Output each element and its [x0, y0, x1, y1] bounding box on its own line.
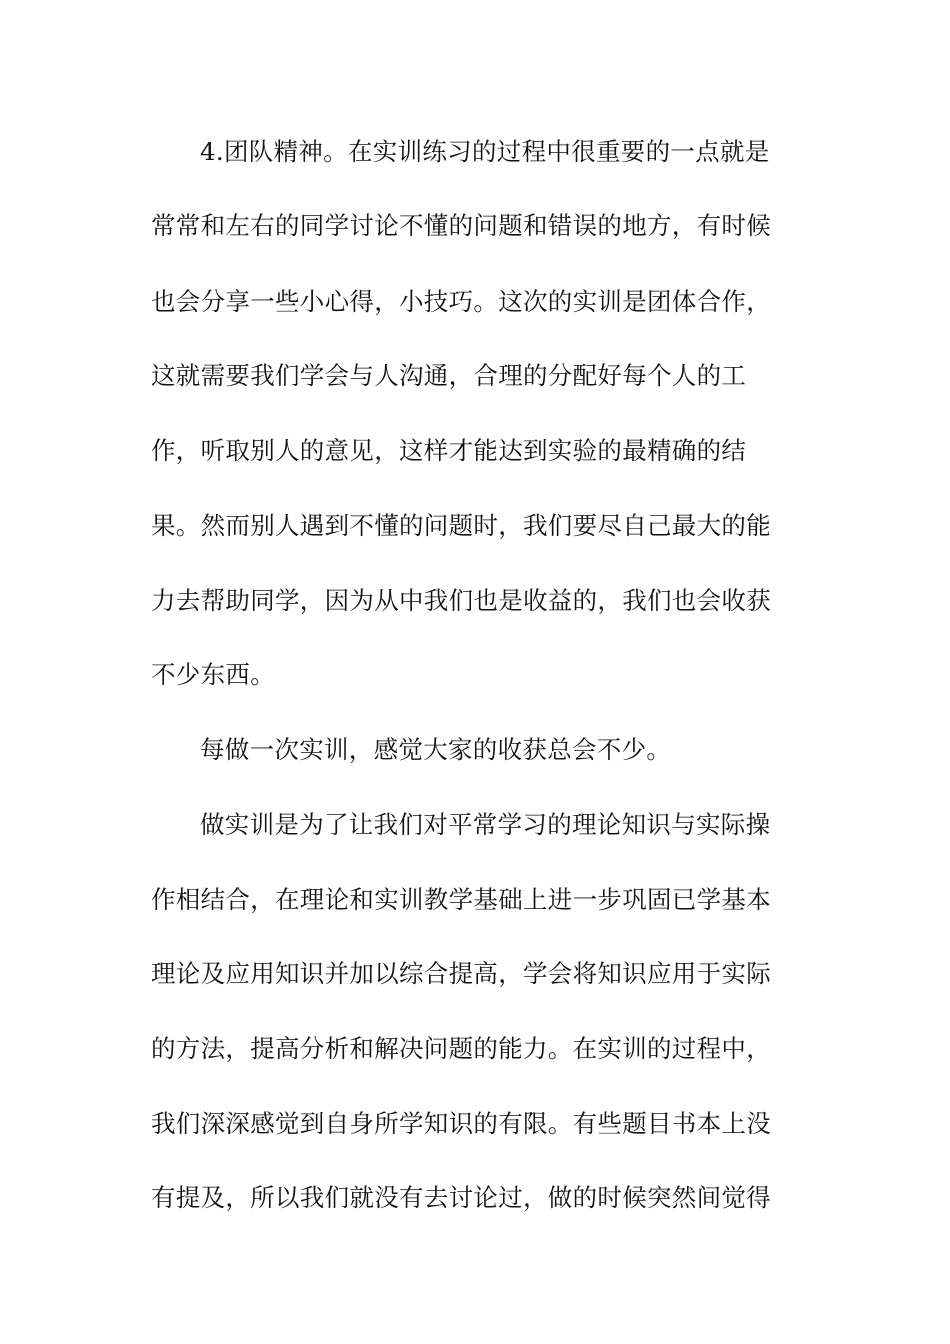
text-line: 常常和左右的同学讨论不懂的问题和错误的地方，有时候 [151, 211, 771, 240]
text-line: 果。然而别人遇到不懂的问题时，我们要尽自己最大的能 [151, 511, 771, 540]
text-line: 的方法，提高分析和解决问题的能力。在实训的过程中， [151, 1034, 771, 1063]
text-line: 我们深深感觉到自身所学知识的有限。有些题目书本上没 [151, 1109, 771, 1138]
text-line: 作相结合，在理论和实训教学基础上进一步巩固已学基本 [151, 885, 771, 914]
text-line: 不少东西。 [151, 660, 275, 689]
text-line: 作，听取别人的意见，这样才能达到实验的最精确的结 [151, 436, 747, 465]
text-line: 做实训是为了让我们对平常学习的理论知识与实际操 [200, 810, 771, 839]
text-line: 力去帮助同学，因为从中我们也是收益的，我们也会收获 [151, 586, 771, 615]
text-line: 4.团队精神。在实训练习的过程中很重要的一点就是 [200, 137, 770, 166]
text-line: 每做一次实训，感觉大家的收获总会不少。 [200, 735, 672, 764]
text-line: 有提及，所以我们就没有去讨论过，做的时候突然间觉得 [151, 1183, 771, 1212]
text-line: 理论及应用知识并加以综合提高，学会将知识应用于实际 [151, 959, 771, 988]
text-line: 这就需要我们学会与人沟通，合理的分配好每个人的工 [151, 361, 747, 390]
text-line: 也会分享一些小心得，小技巧。这次的实训是团体合作， [151, 287, 771, 316]
